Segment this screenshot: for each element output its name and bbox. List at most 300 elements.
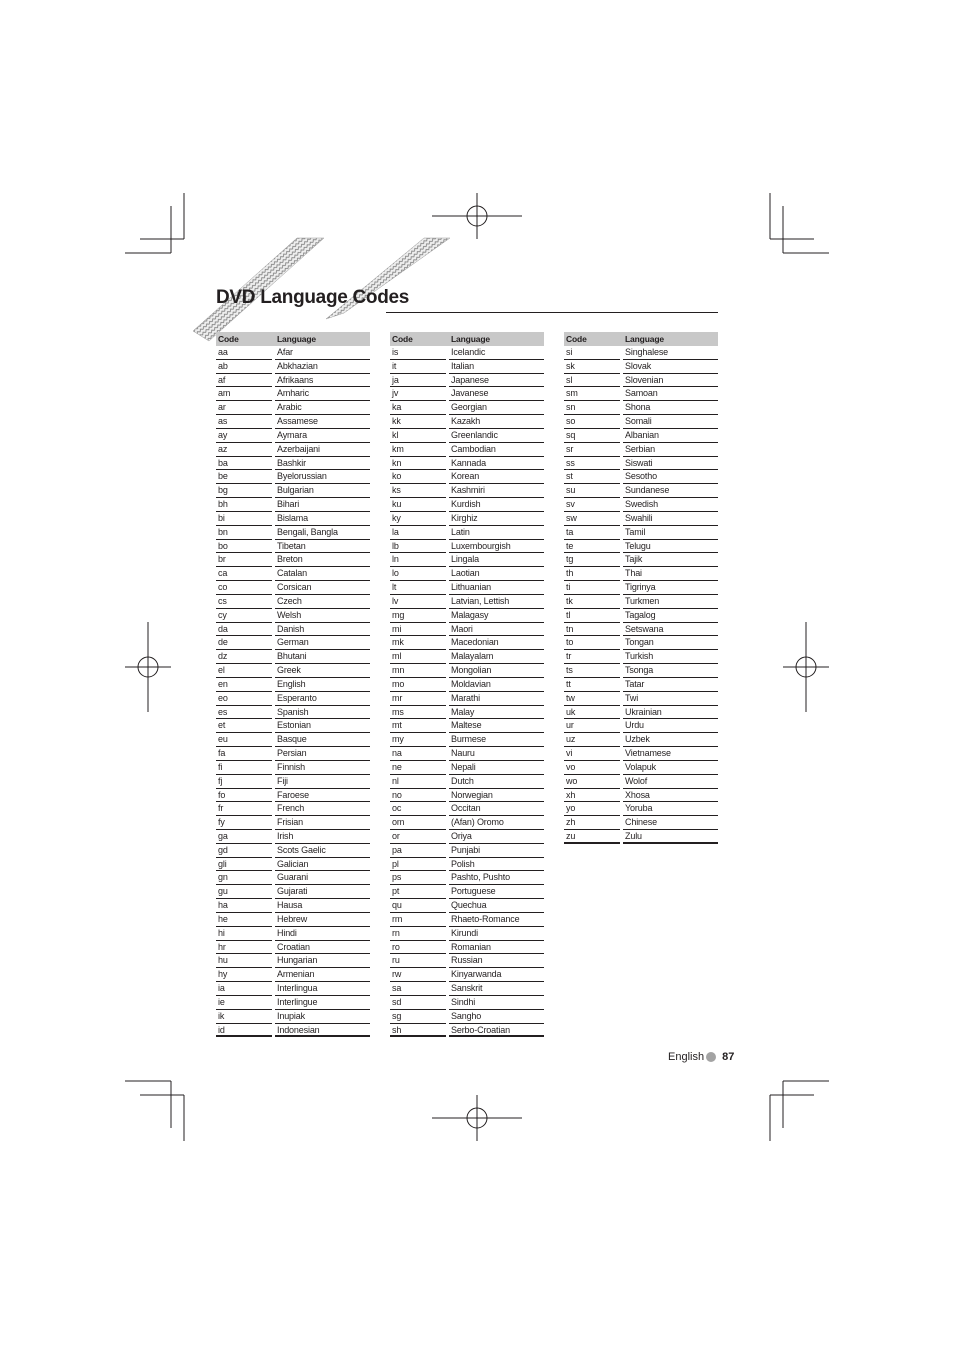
language-cell: Spanish — [275, 706, 370, 720]
table-row — [564, 678, 718, 692]
bullet-icon — [706, 1052, 716, 1062]
language-cell: Breton — [275, 553, 370, 567]
table-row — [390, 844, 544, 858]
table-row — [216, 636, 370, 650]
table-row — [216, 761, 370, 775]
language-cell: Kinyarwanda — [449, 968, 544, 982]
code-cell: xh — [564, 789, 620, 803]
code-cell: ss — [564, 457, 620, 471]
code-cell: fa — [216, 747, 272, 761]
language-cell: Laotian — [449, 567, 544, 581]
language-cell: Tagalog — [623, 609, 718, 623]
code-cell: st — [564, 470, 620, 484]
language-cell: Afar — [275, 346, 370, 360]
table-row — [564, 484, 718, 498]
table-row — [564, 443, 718, 457]
language-cell: Nepali — [449, 761, 544, 775]
language-cell: Portuguese — [449, 885, 544, 899]
table-row — [216, 802, 370, 816]
code-cell: si — [564, 346, 620, 360]
language-cell: Maori — [449, 623, 544, 637]
language-cell: Persian — [275, 747, 370, 761]
code-cell: vo — [564, 761, 620, 775]
language-cell: Greek — [275, 664, 370, 678]
table-row — [216, 581, 370, 595]
table-row — [564, 595, 718, 609]
language-cell: Gujarati — [275, 885, 370, 899]
language-cell: Ukrainian — [623, 706, 718, 720]
table-row — [564, 692, 718, 706]
code-cell: vi — [564, 747, 620, 761]
table-row — [390, 927, 544, 941]
language-cell: Yoruba — [623, 802, 718, 816]
table-row — [216, 387, 370, 401]
code-cell: ie — [216, 996, 272, 1010]
language-cell: Malay — [449, 706, 544, 720]
code-cell: sg — [390, 1010, 446, 1024]
code-cell: ka — [390, 401, 446, 415]
code-cell: ks — [390, 484, 446, 498]
language-cell: Urdu — [623, 719, 718, 733]
table-row — [390, 484, 544, 498]
code-cell: hy — [216, 968, 272, 982]
language-cell: Esperanto — [275, 692, 370, 706]
table-row — [216, 609, 370, 623]
table-row — [564, 719, 718, 733]
code-cell: ln — [390, 553, 446, 567]
table-row — [390, 415, 544, 429]
code-cell: jv — [390, 387, 446, 401]
code-cell: tn — [564, 623, 620, 637]
code-cell: nl — [390, 775, 446, 789]
table-row — [564, 498, 718, 512]
table-row — [564, 789, 718, 803]
table-row — [216, 498, 370, 512]
column-header-code: Code — [392, 334, 413, 344]
table-row — [390, 968, 544, 982]
code-cell: mo — [390, 678, 446, 692]
language-cell: Kannada — [449, 457, 544, 471]
table-row — [216, 623, 370, 637]
code-cell: mt — [390, 719, 446, 733]
table-row — [564, 540, 718, 554]
code-cell: qu — [390, 899, 446, 913]
code-cell: et — [216, 719, 272, 733]
table-row — [564, 346, 718, 360]
table-row — [216, 1010, 370, 1024]
code-cell: es — [216, 706, 272, 720]
table-row — [216, 664, 370, 678]
table-row — [564, 623, 718, 637]
code-cell: wo — [564, 775, 620, 789]
code-cell: ps — [390, 871, 446, 885]
code-cell: mr — [390, 692, 446, 706]
code-cell: oc — [390, 802, 446, 816]
code-cell: pa — [390, 844, 446, 858]
language-cell: Sangho — [449, 1010, 544, 1024]
code-cell: ia — [216, 982, 272, 996]
table-row — [216, 789, 370, 803]
language-cell: Byelorussian — [275, 470, 370, 484]
table-row — [216, 484, 370, 498]
table-row — [564, 470, 718, 484]
table-body — [390, 346, 544, 1037]
code-cell: tg — [564, 553, 620, 567]
code-cell: aa — [216, 346, 272, 360]
code-cell: sw — [564, 512, 620, 526]
table-row — [390, 360, 544, 374]
code-cell: la — [390, 526, 446, 540]
language-cell: Tamil — [623, 526, 718, 540]
language-cell: Interlingue — [275, 996, 370, 1010]
code-cell: uk — [564, 706, 620, 720]
code-cell: my — [390, 733, 446, 747]
code-cell: sr — [564, 443, 620, 457]
code-cell: mn — [390, 664, 446, 678]
language-cell: Nauru — [449, 747, 544, 761]
code-cell: ba — [216, 457, 272, 471]
language-cell: Latvian, Lettish — [449, 595, 544, 609]
code-cell: hr — [216, 941, 272, 955]
language-cell: Slovenian — [623, 374, 718, 388]
code-cell: cs — [216, 595, 272, 609]
code-cell: bh — [216, 498, 272, 512]
language-cell: Quechua — [449, 899, 544, 913]
table-row — [390, 885, 544, 899]
table-row — [216, 747, 370, 761]
language-cell: Cambodian — [449, 443, 544, 457]
code-cell: ms — [390, 706, 446, 720]
language-cell: Basque — [275, 733, 370, 747]
code-cell: ay — [216, 429, 272, 443]
language-cell: Twi — [623, 692, 718, 706]
table-row — [216, 858, 370, 872]
language-cell: Afrikaans — [275, 374, 370, 388]
language-cell: German — [275, 636, 370, 650]
code-cell: ar — [216, 401, 272, 415]
table-row — [216, 941, 370, 955]
code-cell: lv — [390, 595, 446, 609]
language-cell: Turkish — [623, 650, 718, 664]
language-cell: Bhutani — [275, 650, 370, 664]
language-cell: Moldavian — [449, 678, 544, 692]
code-cell: ru — [390, 954, 446, 968]
table-row — [390, 706, 544, 720]
column-header-code: Code — [566, 334, 587, 344]
language-cell: Oriya — [449, 830, 544, 844]
language-cell: Luxembourgish — [449, 540, 544, 554]
language-cell: Georgian — [449, 401, 544, 415]
table-row — [390, 498, 544, 512]
code-cell: ca — [216, 567, 272, 581]
language-cell: Norwegian — [449, 789, 544, 803]
language-cell: Finnish — [275, 761, 370, 775]
code-cell: fo — [216, 789, 272, 803]
code-cell: or — [390, 830, 446, 844]
code-cell: mi — [390, 623, 446, 637]
language-cell: Czech — [275, 595, 370, 609]
table-row — [564, 802, 718, 816]
language-cell: Albanian — [623, 429, 718, 443]
code-cell: ha — [216, 899, 272, 913]
table-row — [216, 553, 370, 567]
table-row — [390, 650, 544, 664]
language-cell: Aymara — [275, 429, 370, 443]
code-cell: fy — [216, 816, 272, 830]
code-cell: ml — [390, 650, 446, 664]
code-cell: sl — [564, 374, 620, 388]
table-row — [564, 567, 718, 581]
code-cell: eo — [216, 692, 272, 706]
table-row — [390, 913, 544, 927]
language-cell: Tajik — [623, 553, 718, 567]
table-row — [390, 761, 544, 775]
table-row — [216, 816, 370, 830]
table-row — [216, 526, 370, 540]
code-cell: to — [564, 636, 620, 650]
code-cell: rn — [390, 927, 446, 941]
code-cell: kl — [390, 429, 446, 443]
language-cell: Icelandic — [449, 346, 544, 360]
table-row — [564, 609, 718, 623]
language-cell: Indonesian — [275, 1024, 370, 1038]
table-row — [216, 706, 370, 720]
code-cell: rm — [390, 913, 446, 927]
language-cell: Malayalam — [449, 650, 544, 664]
code-cell: th — [564, 567, 620, 581]
code-cell: mg — [390, 609, 446, 623]
language-cell: Welsh — [275, 609, 370, 623]
code-cell: rw — [390, 968, 446, 982]
code-cell: hi — [216, 927, 272, 941]
code-cell: ja — [390, 374, 446, 388]
table-row — [390, 526, 544, 540]
language-cell: (Afan) Oromo — [449, 816, 544, 830]
code-cell: dz — [216, 650, 272, 664]
language-cell: Catalan — [275, 567, 370, 581]
language-cell: Interlingua — [275, 982, 370, 996]
language-code-table — [564, 332, 718, 844]
table-row — [216, 429, 370, 443]
language-cell: Hindi — [275, 927, 370, 941]
language-cell: Tsonga — [623, 664, 718, 678]
table-row — [390, 609, 544, 623]
code-cell: na — [390, 747, 446, 761]
language-cell: Malagasy — [449, 609, 544, 623]
language-cell: Bulgarian — [275, 484, 370, 498]
language-cell: Swedish — [623, 498, 718, 512]
language-cell: Azerbaijani — [275, 443, 370, 457]
code-cell: he — [216, 913, 272, 927]
language-cell: Lingala — [449, 553, 544, 567]
language-cell: Somali — [623, 415, 718, 429]
table-row — [564, 650, 718, 664]
code-cell: mk — [390, 636, 446, 650]
table-row — [390, 692, 544, 706]
table-row — [390, 512, 544, 526]
code-cell: ti — [564, 581, 620, 595]
table-row — [216, 567, 370, 581]
code-cell: kn — [390, 457, 446, 471]
table-row — [564, 761, 718, 775]
table-row — [564, 664, 718, 678]
table-row — [564, 733, 718, 747]
footer-language: English — [668, 1051, 705, 1063]
table-row — [216, 871, 370, 885]
language-cell: Tigrinya — [623, 581, 718, 595]
code-cell: tt — [564, 678, 620, 692]
code-cell: kk — [390, 415, 446, 429]
language-cell: Mongolian — [449, 664, 544, 678]
language-cell: Estonian — [275, 719, 370, 733]
language-cell: Dutch — [449, 775, 544, 789]
code-cell: eu — [216, 733, 272, 747]
title-rule — [386, 312, 718, 313]
table-row — [390, 733, 544, 747]
table-row — [564, 360, 718, 374]
language-cell: Serbo-Croatian — [449, 1024, 544, 1038]
language-cell: Kirghiz — [449, 512, 544, 526]
table-row — [216, 885, 370, 899]
table-row — [564, 387, 718, 401]
code-cell: bg — [216, 484, 272, 498]
code-cell: so — [564, 415, 620, 429]
language-cell: Sanskrit — [449, 982, 544, 996]
language-cell: French — [275, 802, 370, 816]
language-cell: Scots Gaelic — [275, 844, 370, 858]
column-header-language: Language — [625, 334, 664, 344]
table-row — [390, 1010, 544, 1024]
code-cell: bn — [216, 526, 272, 540]
table-row — [216, 650, 370, 664]
language-cell: Kirundi — [449, 927, 544, 941]
language-cell: Amharic — [275, 387, 370, 401]
table-row — [390, 429, 544, 443]
table-row — [390, 457, 544, 471]
code-cell: tk — [564, 595, 620, 609]
language-cell: Rhaeto-Romance — [449, 913, 544, 927]
code-cell: zh — [564, 816, 620, 830]
code-cell: tw — [564, 692, 620, 706]
table-row — [216, 968, 370, 982]
table-row — [390, 553, 544, 567]
language-cell: Russian — [449, 954, 544, 968]
code-cell: ku — [390, 498, 446, 512]
table-body — [216, 346, 370, 1037]
table-row — [564, 706, 718, 720]
table-row — [390, 443, 544, 457]
language-cell: Korean — [449, 470, 544, 484]
language-cell: Guarani — [275, 871, 370, 885]
language-cell: Vietnamese — [623, 747, 718, 761]
table-row — [564, 457, 718, 471]
table-header — [390, 332, 544, 346]
code-cell: gd — [216, 844, 272, 858]
code-cell: it — [390, 360, 446, 374]
table-row — [390, 816, 544, 830]
table-row — [390, 899, 544, 913]
language-cell: Latin — [449, 526, 544, 540]
table-row — [390, 664, 544, 678]
language-cell: Marathi — [449, 692, 544, 706]
code-cell: sv — [564, 498, 620, 512]
table-row — [216, 401, 370, 415]
code-cell: sm — [564, 387, 620, 401]
column-header-language: Language — [277, 334, 316, 344]
code-cell: sh — [390, 1024, 446, 1038]
language-cell: Abkhazian — [275, 360, 370, 374]
code-cell: sn — [564, 401, 620, 415]
language-cell: Fiji — [275, 775, 370, 789]
code-cell: tl — [564, 609, 620, 623]
table-row — [564, 374, 718, 388]
code-cell: bo — [216, 540, 272, 554]
table-row — [216, 457, 370, 471]
table-row — [390, 871, 544, 885]
language-cell: Slovak — [623, 360, 718, 374]
table-row — [390, 954, 544, 968]
language-cell: Croatian — [275, 941, 370, 955]
table-row — [216, 415, 370, 429]
language-cell: Maltese — [449, 719, 544, 733]
table-row — [216, 678, 370, 692]
table-row — [390, 374, 544, 388]
code-cell: no — [390, 789, 446, 803]
language-cell: Occitan — [449, 802, 544, 816]
language-cell: Chinese — [623, 816, 718, 830]
language-cell: Bihari — [275, 498, 370, 512]
code-cell: az — [216, 443, 272, 457]
language-cell: Galician — [275, 858, 370, 872]
table-row — [216, 540, 370, 554]
language-cell: Inupiak — [275, 1010, 370, 1024]
code-cell: uz — [564, 733, 620, 747]
language-cell: Turkmen — [623, 595, 718, 609]
table-row — [564, 636, 718, 650]
code-cell: be — [216, 470, 272, 484]
code-cell: el — [216, 664, 272, 678]
language-cell: Siswati — [623, 457, 718, 471]
table-row — [216, 913, 370, 927]
table-row — [390, 996, 544, 1010]
table-row — [216, 733, 370, 747]
code-cell: en — [216, 678, 272, 692]
table-row — [390, 540, 544, 554]
code-cell: ts — [564, 664, 620, 678]
language-cell: Punjabi — [449, 844, 544, 858]
table-row — [216, 1024, 370, 1038]
table-row — [216, 719, 370, 733]
code-cell: br — [216, 553, 272, 567]
table-row — [390, 470, 544, 484]
language-cell: Hausa — [275, 899, 370, 913]
code-cell: gli — [216, 858, 272, 872]
code-cell: id — [216, 1024, 272, 1038]
code-cell: sq — [564, 429, 620, 443]
code-cell: am — [216, 387, 272, 401]
code-cell: gn — [216, 871, 272, 885]
table-row — [216, 899, 370, 913]
table-row — [216, 844, 370, 858]
table-row — [216, 360, 370, 374]
table-row — [390, 678, 544, 692]
code-cell: yo — [564, 802, 620, 816]
table-row — [216, 595, 370, 609]
code-cell: fr — [216, 802, 272, 816]
language-cell: Serbian — [623, 443, 718, 457]
language-cell: Arabic — [275, 401, 370, 415]
language-cell: Thai — [623, 567, 718, 581]
